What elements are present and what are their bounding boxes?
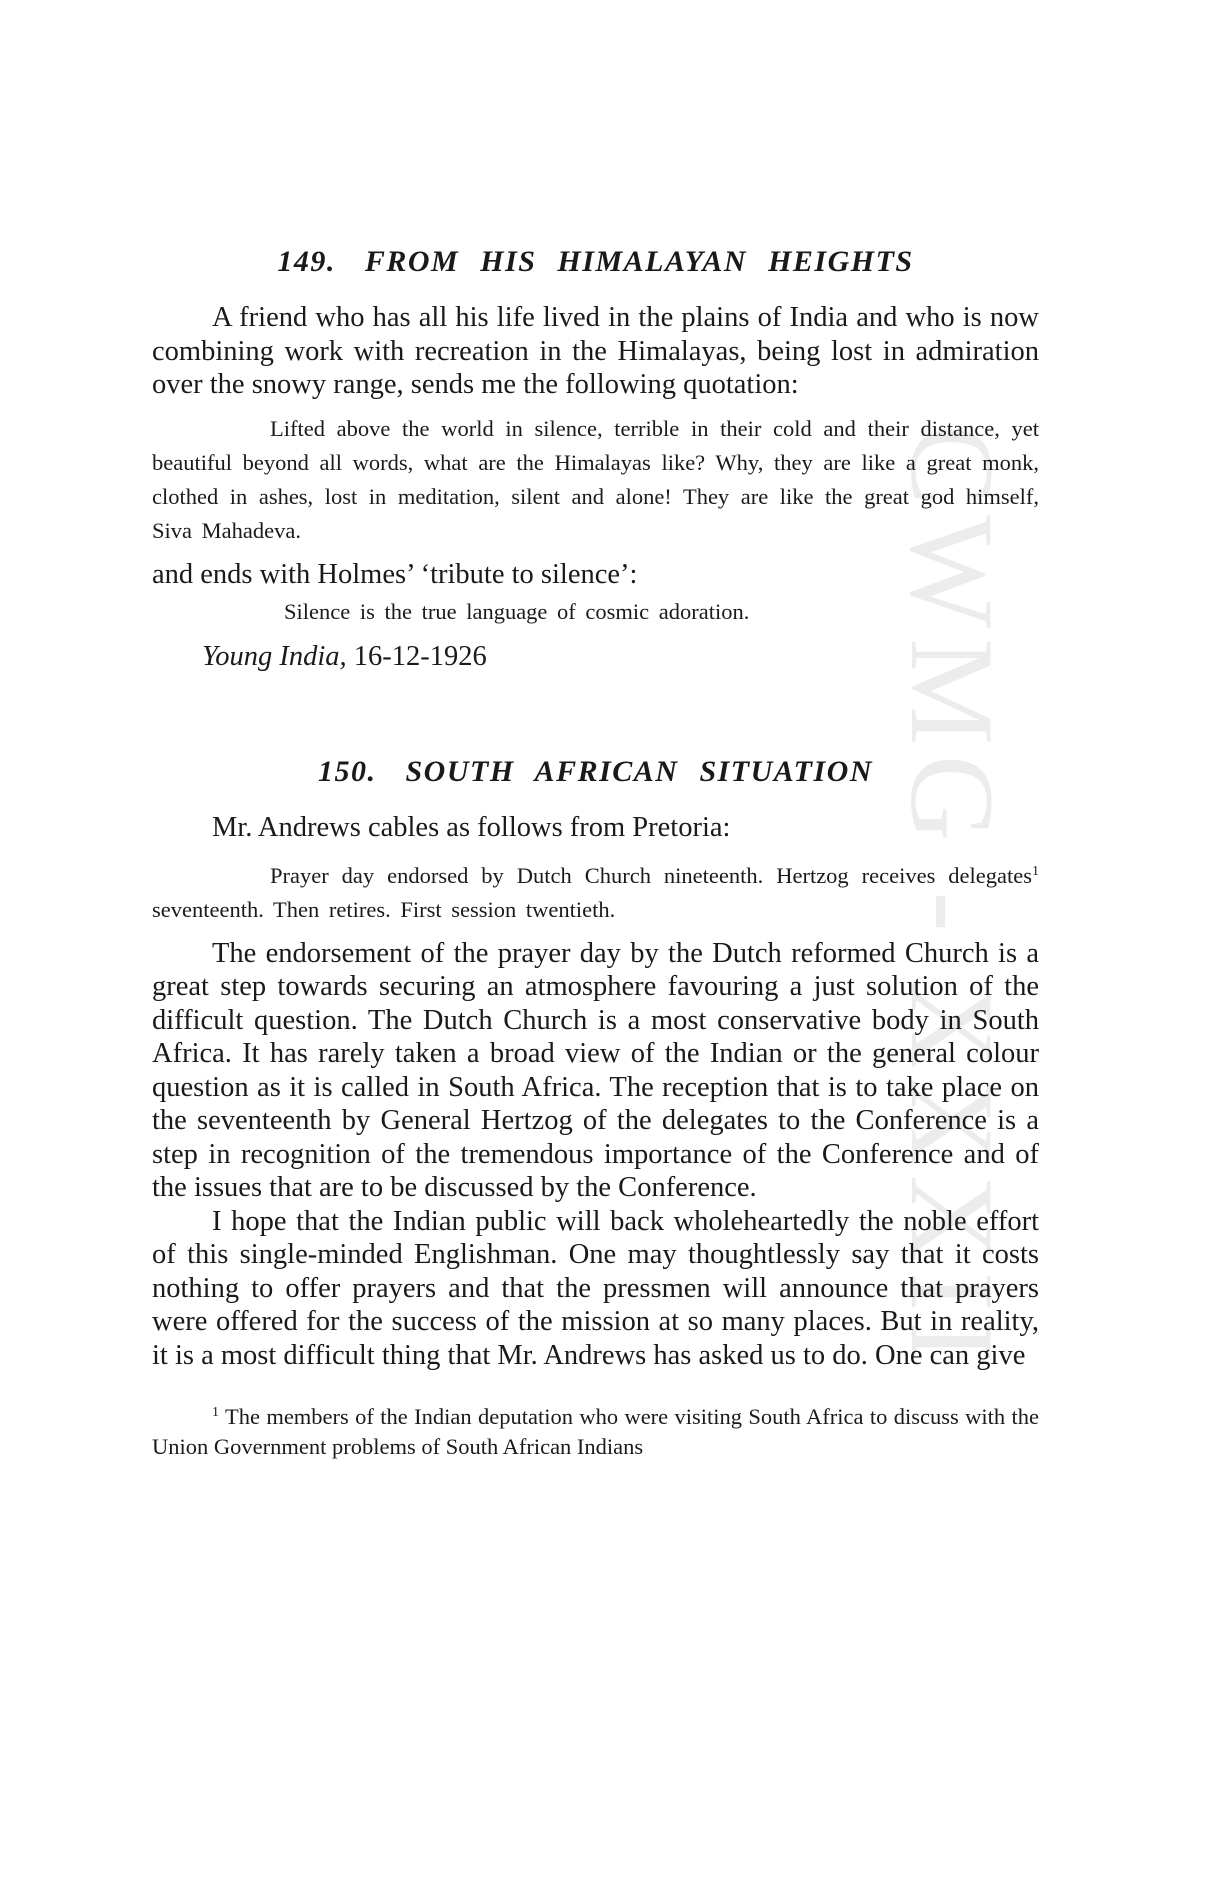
- document-page: [152, 245, 1039, 1462]
- cable-text-a: Prayer day endorsed by Dutch Church nineteenth. Hertzog receives delegates: [270, 862, 1032, 888]
- paragraph-bridge: and ends with Holmes’ ‘tribute to silence’:: [152, 558, 638, 590]
- footnote-text: The members of the Indian deputation who were visiting South Africa to discuss with the Union Government problems of South African Indians: [152, 1404, 1039, 1459]
- paragraph-cable-intro: Mr. Andrews cables as follows from Pretoria:: [212, 812, 731, 843]
- footnote: [152, 1398, 1039, 1462]
- section-title-150: [152, 755, 1039, 789]
- source-publication: Young India,: [202, 641, 347, 672]
- source-citation: [202, 641, 1039, 673]
- block-quote: Lifted above the world in silence, terrible in their cold and their distance, yet beautiful beyond all words, what are the Himalayas like? Why, they are like a great monk, clothed in ashes, lost in meditation, silent and alone! They are like the great god himself, Siva Mahadeva.: [152, 415, 1039, 543]
- footnote-ref: 1: [1032, 863, 1039, 879]
- section-number: 149.: [277, 245, 336, 278]
- cable-text-b: seventeenth. Then retires. First session twentieth.: [152, 896, 616, 922]
- footnote-marker: 1: [212, 1405, 219, 1420]
- block-quote-silence: Silence is the true language of cosmic adoration.: [284, 599, 750, 624]
- block-quote-cable: [152, 855, 1039, 927]
- paragraph-intro: A friend who has all his life lived in the plains of India and who is now combining work with recreation in the Himalayas, being lost in admiration over the snowy range, sends me the following quotation:: [152, 302, 1039, 400]
- section-title-149: [152, 245, 1039, 279]
- section-heading: SOUTH AFRICAN SITUATION: [405, 755, 873, 788]
- source-date: 16-12-1926: [353, 641, 487, 672]
- section-heading: FROM HIS HIMALAYAN HEIGHTS: [364, 245, 914, 278]
- section-number: 150.: [318, 755, 377, 788]
- watermark: CWMG - XXXII: [886, 425, 1019, 1372]
- paragraph-body: The endorsement of the prayer day by the Dutch reformed Church is a great step towards securing an atmosphere favouring a just solution of the difficult question. The Dutch Church is a most conservative body in South Africa. It has rarely taken a broad view of the Indian or the general colour question as it is called in South Africa. The reception that is to take place on the seventeenth by General Hertzog of the delegates to the Conference is a step in recognition of the tremendous importance of the Conference and of the issues that are to be discussed by the Conference.: [152, 937, 1039, 1203]
- paragraph-body: I hope that the Indian public will back wholeheartedly the noble effort of this single-minded Englishman. One may thoughtlessly say that it costs nothing to offer prayers and that the pressmen will announce that prayers were offered for the success of the mission at so many places. But in reality, it is a most difficult thing that Mr. Andrews has asked us to do. One can give: [152, 1205, 1039, 1371]
